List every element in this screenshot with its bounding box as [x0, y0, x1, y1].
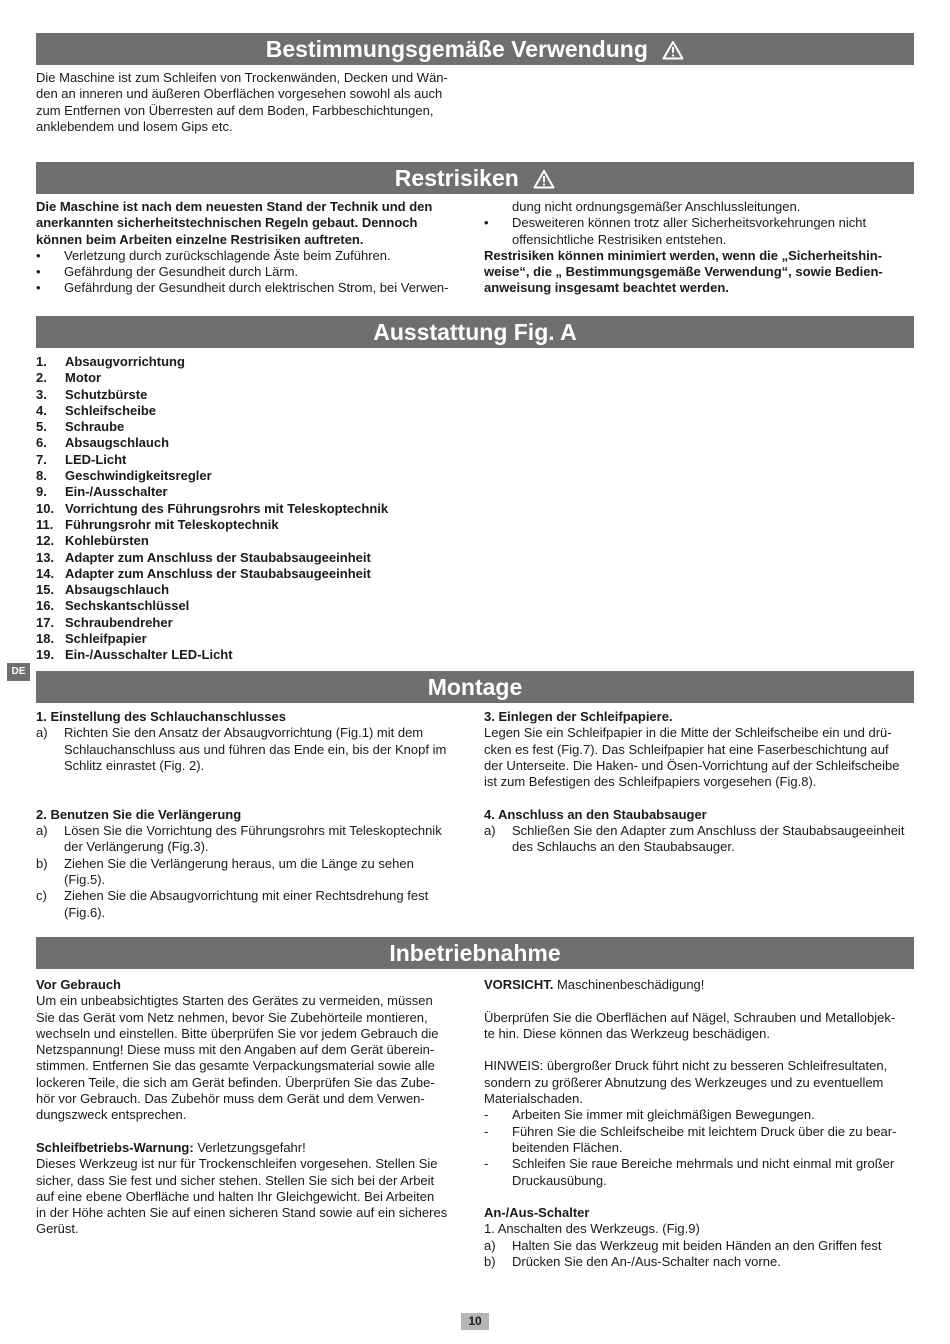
list-item: [36, 435, 388, 451]
text: a): [484, 1237, 496, 1253]
text-line: stimmen. Entfernen Sie das gesamte Verpackungsmaterial sowie alle: [36, 1058, 435, 1074]
list-item: [36, 280, 466, 296]
list-item: [36, 248, 466, 264]
list-item: [484, 1124, 914, 1140]
text: Lösen Sie die Vorrichtung des Führungsrohrs mit Teleskoptechnik: [64, 823, 442, 839]
operation-right-column: [484, 977, 914, 1270]
list-item: [36, 403, 388, 419]
text-line: Legen Sie ein Schleifpapier in die Mitte der Schleifscheibe ein und drü-: [484, 725, 892, 741]
text: 17.: [36, 614, 55, 630]
section-header-assembly: [36, 671, 914, 703]
text: 3.: [36, 386, 47, 402]
warning-label: Schleifbetriebs-Warnung:: [36, 1139, 194, 1155]
list-item: [36, 501, 388, 517]
text-line: den an inneren und äußeren Oberflächen vorgesehen sowohl als auch: [36, 86, 443, 102]
text-line: Netzspannung! Diese muss mit den Angaben auf dem Gerät überein-: [36, 1042, 435, 1058]
text-line: sicher, dass Sie fest und sicher stehen. Stellen Sie sich bei der Arbeit: [36, 1172, 435, 1188]
list-item: [36, 647, 388, 663]
list-item: [484, 1107, 914, 1123]
text: Ziehen Sie die Absaugvorrichtung mit einer Rechtsdrehung fest: [64, 888, 429, 904]
text: Absaugschlauch: [65, 582, 170, 598]
list-item: [36, 823, 466, 839]
text: 1.: [36, 354, 47, 369]
text: Kohlebürsten: [65, 533, 149, 549]
caution-label: VORSICHT.: [484, 977, 554, 992]
text: 5.: [36, 419, 47, 435]
warning-icon: [533, 169, 555, 189]
risks-left-column: [36, 199, 466, 297]
text-line: te hin. Diese können das Werkzeug beschädigen.: [484, 1025, 770, 1041]
text-line: Gerüst.: [36, 1221, 79, 1237]
subsection-title: 4. Anschluss an den Staubabsauger: [484, 806, 707, 822]
list-item: [36, 484, 388, 500]
text: 11.: [36, 516, 54, 532]
text: b): [484, 1254, 496, 1270]
text: Ein-/Ausschalter LED-Licht: [65, 647, 233, 663]
list-item: [36, 888, 466, 904]
list-item-text: Gefährdung der Gesundheit durch elektrischen Strom, bei Verwen-: [64, 280, 449, 296]
text: Vorrichtung des Führungsrohrs mit Teleskoptechnik: [65, 500, 389, 516]
bullet: •: [484, 215, 489, 231]
text-line: ist zum Befestigen des Schleifpapiers vorgesehen (Fig.8).: [484, 774, 817, 790]
text: 7.: [36, 451, 47, 467]
list-item: [36, 419, 388, 435]
bullet: •: [36, 247, 41, 263]
list-item: [36, 517, 388, 533]
text: -: [484, 1156, 489, 1172]
subsection-title: Vor Gebrauch: [36, 977, 122, 992]
equipment-list: [36, 354, 388, 664]
text: 2.: [36, 370, 47, 386]
list-item-text: Gefährdung der Gesundheit durch Lärm.: [64, 264, 299, 280]
text: a): [36, 725, 48, 741]
list-item: [484, 1238, 914, 1254]
risks-intro: Die Maschine ist nach dem neuesten Stand der Technik und den: [36, 199, 433, 214]
text: Führen Sie die Schleifscheibe mit leichtem Druck über die zu bear-: [512, 1123, 897, 1139]
list-item: [36, 615, 388, 631]
text: Ziehen Sie die Verlängerung heraus, um die Länge zu sehen: [64, 855, 414, 871]
text-line: Materialschaden.: [484, 1091, 583, 1107]
text-line: zum Entfernen von Überresten auf dem Boden, Farbbeschichtungen,: [36, 102, 434, 118]
text: Sechskantschlüssel: [65, 598, 190, 614]
section-header-operation: [36, 937, 914, 969]
text-line: HINWEIS: übergroßer Druck führt nicht zu besseren Schleifresultaten,: [484, 1058, 888, 1074]
list-item-continuation: des Schlauchs an den Staubabsauger.: [512, 839, 735, 855]
risks-closing: anweisung insgesamt beachtet werden.: [484, 280, 729, 296]
list-item-continuation: Schlitz einrastet (Fig. 2).: [64, 757, 205, 773]
text-line: der Unterseite. Die Haken- und Ösen-Vorrichtung auf der Schleifscheibe: [484, 757, 900, 773]
text-line: auf eine ebene Oberfläche und halten Ihr Gleichgewicht. Bei Arbeiten: [36, 1188, 435, 1204]
text: Schleifen Sie raue Bereiche mehrmals und nicht einmal mit großer: [512, 1156, 895, 1172]
text: 18.: [36, 631, 55, 647]
list-item: [36, 452, 388, 468]
list-item: [36, 725, 466, 741]
risks-intro: können beim Arbeiten einzelne Restrisiken auftreten.: [36, 231, 364, 247]
section-header-risks: [36, 162, 914, 194]
text: 12.: [36, 533, 55, 549]
text-line: in der Höhe achten Sie auf einen sicheren Stand sowie auf ein sicheres: [36, 1205, 448, 1221]
warning-line: [36, 1140, 466, 1156]
text: -: [484, 1123, 489, 1139]
list-item-continuation: beitenden Flächen.: [512, 1139, 623, 1155]
list-item: [36, 631, 388, 647]
text: 6.: [36, 435, 47, 451]
risks-closing: weise“, die „ Bestimmungsgemäße Verwendung“, sowie Bedien-: [484, 264, 883, 280]
text-line: Die Maschine ist zum Schleifen von Trockenwänden, Decken und Wän-: [36, 70, 448, 85]
list-item: [36, 264, 466, 280]
list-item-continuation: (Fig.6).: [64, 904, 106, 920]
list-item: [36, 387, 388, 403]
text: 15.: [36, 582, 55, 598]
text: Schleifscheibe: [65, 402, 157, 418]
text: Schraube: [65, 419, 125, 435]
list-item-continuation: dung nicht ordnungsgemäßer Anschlussleitungen.: [512, 199, 801, 214]
assembly-left-column: [36, 709, 466, 921]
warning-text: Verletzungsgefahr!: [193, 1139, 306, 1155]
list-item: [484, 1254, 914, 1270]
subsection-title: 1. Einstellung des Schlauchanschlusses: [36, 709, 286, 724]
section-header-use: [36, 33, 914, 65]
section-title: Montage: [427, 674, 523, 700]
text: 10.: [36, 500, 55, 516]
list-item: [36, 354, 388, 370]
page-number: 10: [461, 1313, 489, 1330]
text: Geschwindigkeitsregler: [65, 468, 212, 484]
list-item: [36, 468, 388, 484]
list-item: [36, 533, 388, 549]
text: Schleifpapier: [65, 631, 147, 647]
text: 9.: [36, 484, 47, 500]
operation-left-column: [36, 977, 466, 1238]
assembly-right-column: [484, 709, 914, 856]
text: Führungsrohr mit Teleskoptechnik: [65, 516, 279, 532]
text: Schließen Sie den Adapter zum Anschluss der Staubabsaugeeinheit: [512, 823, 905, 839]
risks-right-column: [484, 199, 914, 297]
text: Schutzbürste: [65, 386, 148, 402]
text: Absaugvorrichtung: [65, 354, 185, 369]
list-item: [36, 582, 388, 598]
text: LED-Licht: [65, 451, 127, 467]
text: 8.: [36, 468, 47, 484]
list-item-text: Desweiteren können trotz aller Sicherheitsvorkehrungen nicht: [512, 215, 867, 231]
text: 16.: [36, 598, 55, 614]
text: 13.: [36, 549, 55, 565]
text: Halten Sie das Werkzeug mit beiden Händen an den Griffen fest: [512, 1237, 882, 1253]
subsection-title: An-/Aus-Schalter: [484, 1205, 590, 1221]
text-line: hör vor Gebrauch. Das Zubehör muss dem Gerät und dem Verwen-: [36, 1091, 425, 1107]
bullet: •: [36, 280, 41, 296]
text-line: 1. Anschalten des Werkzeugs. (Fig.9): [484, 1221, 700, 1237]
risks-intro: anerkannten sicherheitstechnischen Regeln gebaut. Dennoch: [36, 215, 418, 231]
text-line: cken es fest (Fig.7). Das Schleifpapier hat eine Faserbeschichtung auf: [484, 741, 889, 757]
caution-line: [484, 977, 914, 993]
text-line: wechseln und einstellen. Bitte überprüfen Sie vor jedem Gebrauch die: [36, 1025, 439, 1041]
text: Adapter zum Anschluss der Staubabsaugeeinheit: [65, 549, 371, 565]
list-item-continuation: der Verlängerung (Fig.3).: [64, 839, 209, 855]
text: 14.: [36, 565, 55, 581]
section-title: Bestimmungsgemäße Verwendung: [265, 36, 648, 62]
text: Motor: [65, 370, 102, 386]
subsection-title: 3. Einlegen der Schleifpapiere.: [484, 709, 673, 724]
text: Drücken Sie den An-/Aus-Schalter nach vorne.: [512, 1254, 781, 1270]
use-paragraph: [36, 70, 466, 135]
text-line: Dieses Werkzeug ist nur für Trockenschleifen vorgesehen. Stellen Sie: [36, 1156, 438, 1172]
text: a): [36, 823, 48, 839]
text: Arbeiten Sie immer mit gleichmäßigen Bewegungen.: [512, 1107, 815, 1123]
text: Absaugschlauch: [65, 435, 170, 451]
text: c): [36, 888, 47, 904]
text: Adapter zum Anschluss der Staubabsaugeeinheit: [65, 565, 371, 581]
bullet: •: [36, 264, 41, 280]
list-item: [36, 598, 388, 614]
text-line: anklebendem und losem Gips etc.: [36, 118, 233, 134]
text: 19.: [36, 647, 55, 663]
list-item: [36, 550, 388, 566]
list-item-continuation: Schlauchanschluss aus und führen das Ende ein, bis der Knopf im: [64, 741, 447, 757]
list-item: [484, 823, 914, 839]
list-item: [36, 370, 388, 386]
text-line: Um ein unbeabsichtigtes Starten des Gerätes zu vermeiden, müssen: [36, 993, 433, 1009]
text: -: [484, 1107, 489, 1123]
text: Schraubendreher: [65, 614, 173, 630]
list-item: [484, 215, 914, 231]
caution-text: Maschinenbeschädigung!: [553, 977, 705, 992]
section-title: Restrisiken: [394, 165, 519, 191]
section-title: Inbetriebnahme: [389, 940, 561, 966]
section-title: Ausstattung Fig. A: [373, 319, 577, 345]
risks-closing: Restrisiken können minimiert werden, wenn die „Sicherheitshin-: [484, 247, 883, 263]
text: a): [484, 823, 496, 839]
text: Richten Sie den Ansatz der Absaugvorrichtung (Fig.1) mit dem: [64, 725, 424, 741]
text-line: lockeren Teile, die sich am Gerät befinden. Überprüfen Sie das Zube-: [36, 1074, 435, 1090]
language-tab: DE: [7, 663, 30, 681]
list-item-text: Verletzung durch zurückschlagende Äste beim Zuführen.: [64, 247, 391, 263]
text-line: sondern zu größerer Abnutzung des Werkzeuges und zu eventuellem: [484, 1074, 884, 1090]
warning-icon: [662, 40, 684, 60]
list-item: [36, 856, 466, 872]
list-item-continuation: offensichtliche Restrisiken entstehen.: [512, 231, 727, 247]
list-item: [484, 1156, 914, 1172]
list-item-continuation: (Fig.5).: [64, 871, 106, 887]
text-line: Sie das Gerät vom Netz nehmen, bevor Sie Zubehörteile montieren,: [36, 1009, 428, 1025]
subsection-title: 2. Benutzen Sie die Verlängerung: [36, 806, 242, 822]
text-line: dungszweck entsprechen.: [36, 1107, 187, 1123]
list-item-continuation: Druckausübung.: [512, 1172, 607, 1188]
text-line: Überprüfen Sie die Oberflächen auf Nägel, Schrauben und Metallobjek-: [484, 1009, 896, 1025]
text: b): [36, 855, 48, 871]
section-header-equipment: [36, 316, 914, 348]
text: Ein-/Ausschalter: [65, 484, 168, 500]
text: 4.: [36, 402, 47, 418]
list-item: [36, 566, 388, 582]
